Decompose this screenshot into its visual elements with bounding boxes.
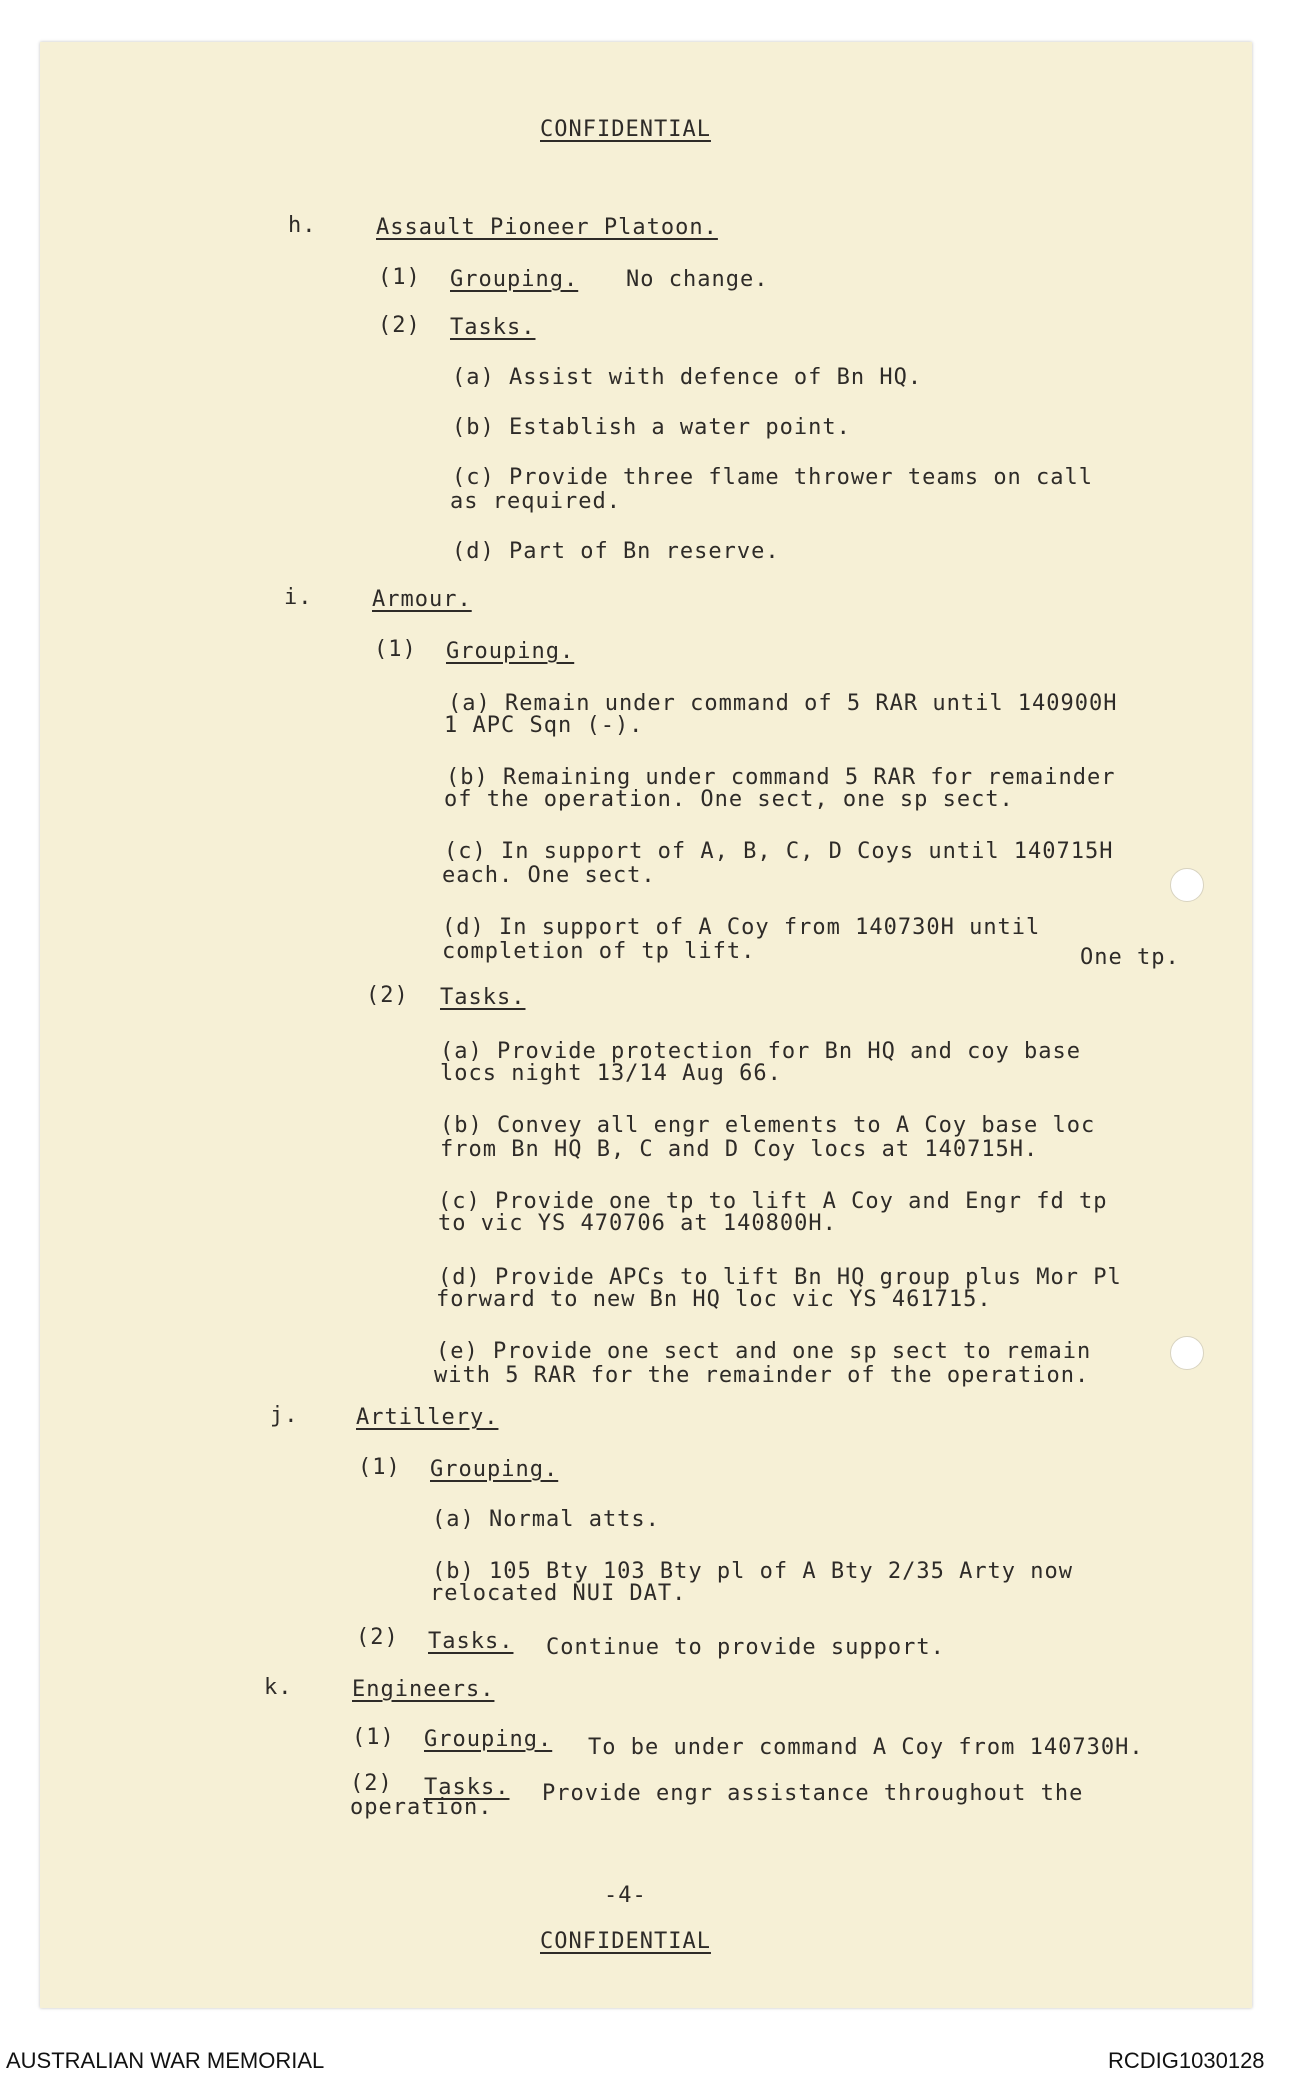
section-letter: i.	[284, 585, 313, 610]
para-number: (1)	[352, 1725, 395, 1750]
subpara: (a) Remain under command of 5 RAR until 140900H	[448, 691, 1118, 716]
para-number: (2)	[366, 983, 409, 1008]
para-text: To be under command A Coy from 140730H.	[588, 1735, 1144, 1760]
subpara: (d) Provide APCs to lift Bn HQ group plus Mor Pl	[438, 1265, 1122, 1290]
para-text: Continue to provide support.	[546, 1635, 945, 1660]
archive-id: RCDIG1030128	[1108, 2048, 1265, 2073]
subpara: (a) Assist with defence of Bn HQ.	[452, 365, 923, 390]
punch-hole	[1170, 1336, 1204, 1370]
subpara: (e) Provide one sect and one sp sect to remain	[436, 1339, 1092, 1364]
archive-credit: AUSTRALIAN WAR MEMORIAL	[6, 2048, 325, 2073]
para-number: (1)	[378, 265, 421, 290]
para-number: (1)	[374, 637, 417, 662]
subpara: each. One sect.	[442, 863, 656, 888]
section-title: Engineers.	[352, 1677, 495, 1702]
subpara: relocated NUI DAT.	[430, 1581, 687, 1606]
para-text: operation.	[350, 1795, 493, 1820]
section-title: Assault Pioneer Platoon.	[376, 215, 718, 240]
para-heading: Grouping.	[450, 267, 579, 292]
page-number: -4-	[604, 1883, 647, 1908]
para-heading: Grouping.	[446, 639, 575, 664]
subpara: 1 APC Sqn (-).	[444, 713, 644, 738]
subpara: (c) Provide three flame thrower teams on call	[452, 465, 1094, 490]
para-number: (2)	[350, 1771, 393, 1796]
para-heading: Grouping.	[424, 1727, 553, 1752]
subpara: (c) Provide one tp to lift A Coy and Engr fd tp	[438, 1189, 1108, 1214]
subpara: locs night 13/14 Aug 66.	[440, 1061, 782, 1086]
subpara: completion of tp lift.	[442, 939, 756, 964]
subpara: forward to new Bn HQ loc vic YS 461715.	[436, 1287, 992, 1312]
subpara: (d) In support of A Coy from 140730H until	[442, 915, 1041, 940]
section-letter: k.	[264, 1675, 293, 1700]
subpara: (b) Convey all engr elements to A Coy base loc	[440, 1113, 1096, 1138]
para-heading: Grouping.	[430, 1457, 559, 1482]
subpara: (b) 105 Bty 103 Bty pl of A Bty 2/35 Arty now	[432, 1559, 1074, 1584]
para-text: Provide engr assistance throughout the	[542, 1781, 1084, 1806]
subpara: from Bn HQ B, C and D Coy locs at 140715H.	[440, 1137, 1039, 1162]
subpara: as required.	[450, 489, 621, 514]
classification-footer: CONFIDENTIAL	[540, 1929, 711, 1954]
subpara: of the operation. One sect, one sp sect.	[444, 787, 1014, 812]
subpara: (a) Provide protection for Bn HQ and coy base	[440, 1039, 1082, 1064]
subpara: to vic YS 470706 at 140800H.	[438, 1211, 837, 1236]
section-title: Artillery.	[356, 1405, 499, 1430]
punch-hole	[1170, 868, 1204, 902]
subpara: (b) Remaining under command 5 RAR for remainder	[446, 765, 1116, 790]
para-heading: Tasks.	[424, 1775, 510, 1800]
document-page	[40, 42, 1252, 2008]
para-heading: Tasks.	[450, 315, 536, 340]
classification-header: CONFIDENTIAL	[540, 117, 711, 142]
para-number: (2)	[356, 1625, 399, 1650]
subpara: with 5 RAR for the remainder of the operation.	[434, 1363, 1090, 1388]
para-heading: Tasks.	[428, 1629, 514, 1654]
section-title: Armour.	[372, 587, 472, 612]
subpara: (a) Normal atts.	[432, 1507, 660, 1532]
subpara: One tp.	[1080, 945, 1180, 970]
para-heading: Tasks.	[440, 985, 526, 1010]
section-letter: j.	[270, 1403, 299, 1428]
subpara: (b) Establish a water point.	[452, 415, 851, 440]
para-number: (2)	[378, 313, 421, 338]
subpara: (c) In support of A, B, C, D Coys until 140715H	[444, 839, 1114, 864]
para-text: No change.	[626, 267, 769, 292]
para-number: (1)	[358, 1455, 401, 1480]
section-letter: h.	[288, 213, 317, 238]
subpara: (d) Part of Bn reserve.	[452, 539, 780, 564]
